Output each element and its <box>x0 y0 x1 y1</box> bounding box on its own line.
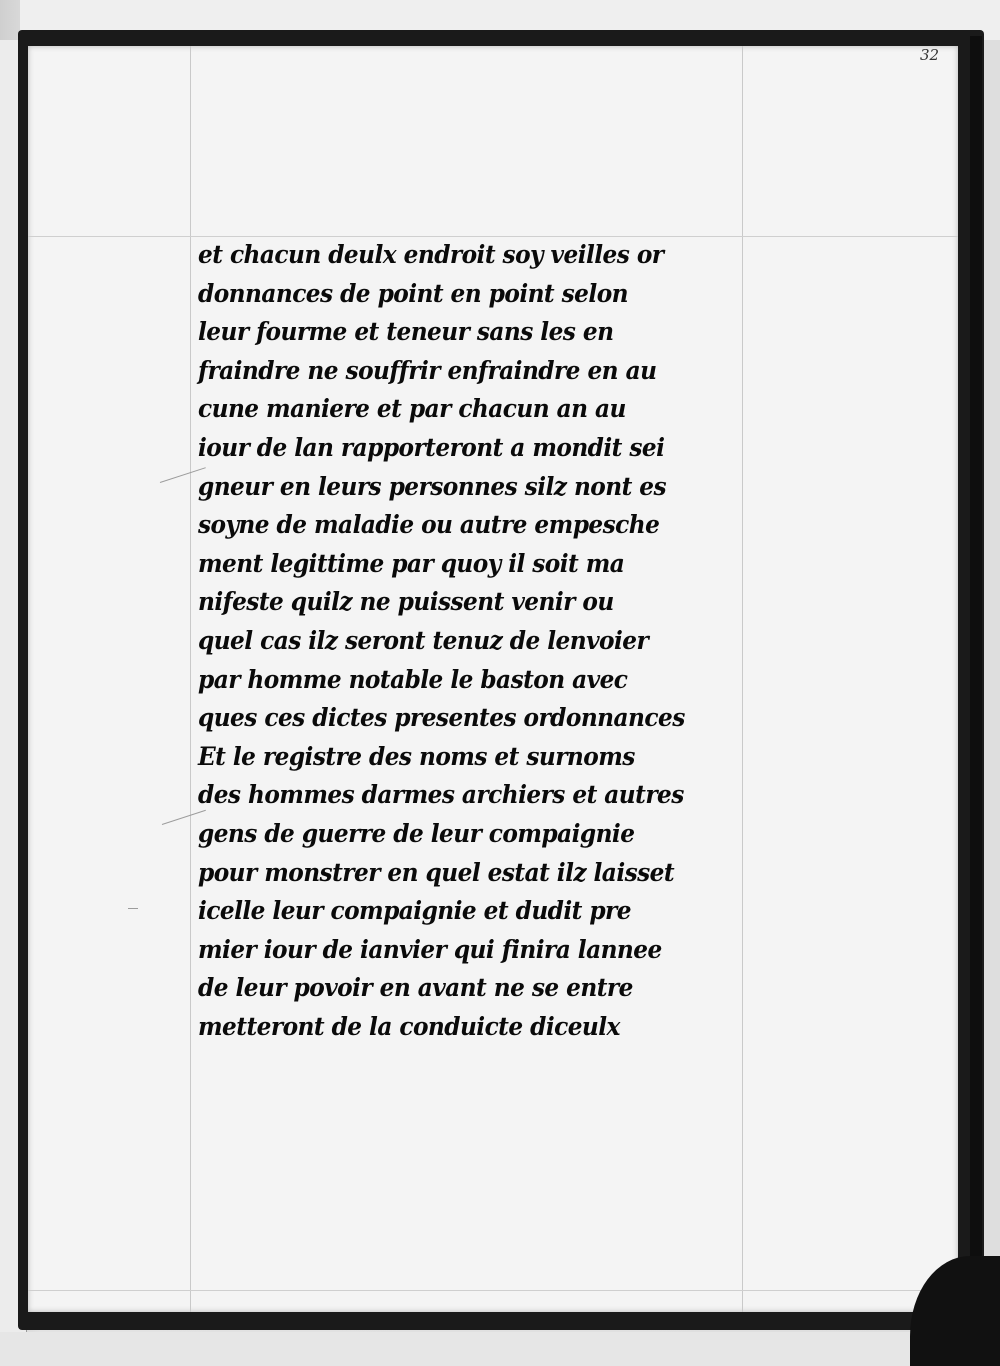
folio-number: 32 <box>920 46 940 64</box>
text-line: nifeste quilz ne puissent venir ou <box>198 587 614 617</box>
text-line: quel cas ilz seront tenuz de lenvoier <box>198 625 649 655</box>
text-line: leur fourme et teneur sans les en <box>198 317 614 347</box>
ruling-line <box>28 1290 958 1291</box>
text-line: ment legittime par quoy il soit ma <box>198 548 625 578</box>
text-line: ques ces dictes presentes ordonnances <box>198 703 685 733</box>
text-line: pour monstrer en quel estat ilz laisset <box>198 857 675 887</box>
text-line: donnances de point en point selon <box>198 278 628 308</box>
text-line: soyne de maladie ou autre empesche <box>198 510 660 540</box>
text-line: cune maniere et par chacun an au <box>198 394 626 424</box>
text-line: gens de guerre de leur compaignie <box>198 818 635 848</box>
text-line: mier iour de ianvier qui finira lannee <box>198 934 662 964</box>
text-line: et chacun deulx endroit soy veilles or <box>198 240 664 269</box>
text-line: par homme notable le baston avec <box>198 664 628 694</box>
bottom-binding-strip <box>0 1332 1000 1366</box>
text-line: de leur povoir en avant ne se entre <box>198 973 633 1003</box>
manuscript-text-block <box>198 236 738 1046</box>
text-line: iour de lan rapporteront a mondit sei <box>198 432 665 462</box>
text-line: icelle leur compaignie et dudit pre <box>198 896 631 926</box>
text-line: gneur en leurs personnes silz nont es <box>198 471 667 501</box>
text-line: des hommes darmes archiers et autres <box>198 780 684 810</box>
text-line: Et le registre des noms et surnoms <box>198 741 635 771</box>
text-line: metteront de la conduicte diceulx <box>198 1011 620 1041</box>
right-binding-edge <box>970 36 982 1286</box>
text-line: fraindre ne souffrir enfraindre en au <box>198 355 657 385</box>
stray-stroke <box>128 908 138 909</box>
